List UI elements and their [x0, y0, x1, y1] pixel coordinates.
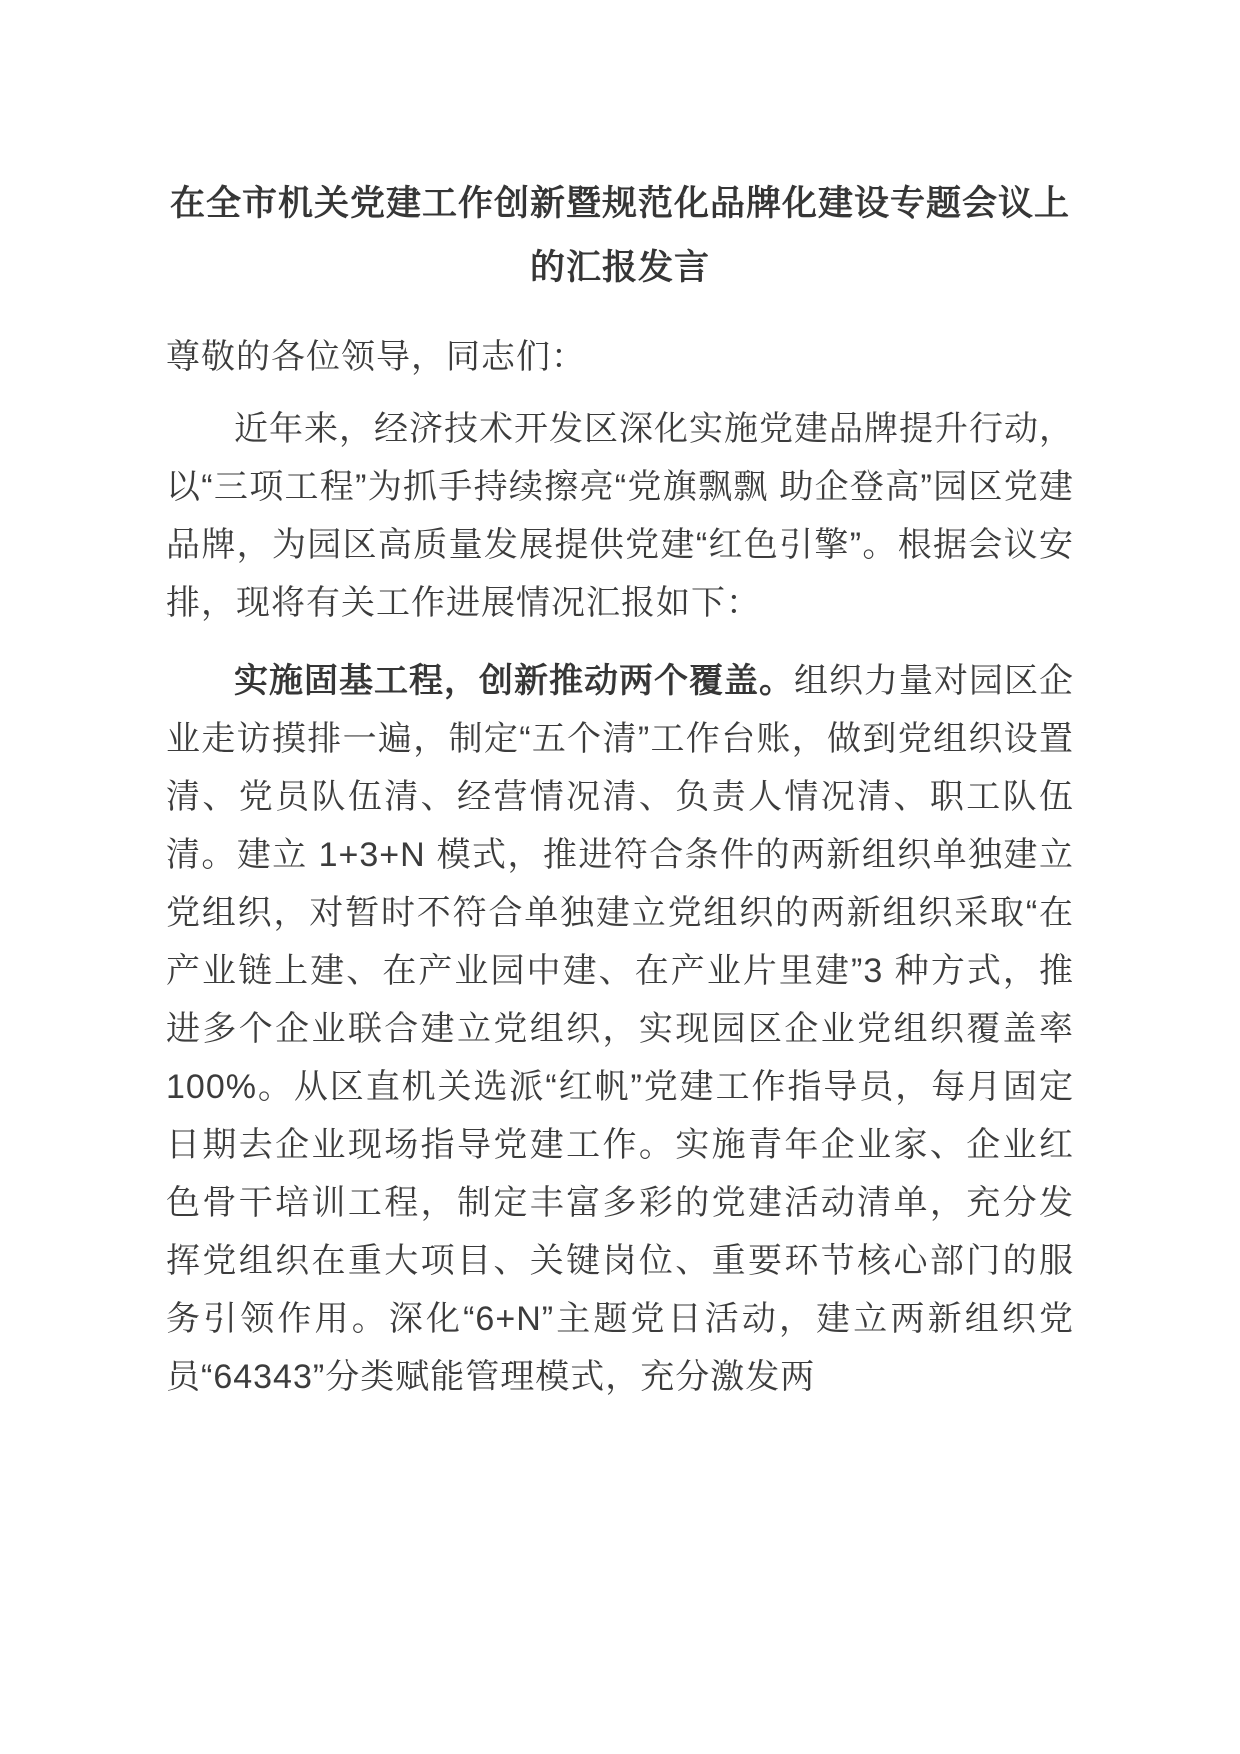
paragraph-gujigongcheng-lead: 实施固基工程，创新推动两个覆盖。	[234, 662, 794, 700]
salutation: 尊敬的各位领导，同志们：	[166, 338, 586, 376]
document-title-line-2: 的汇报发言	[529, 248, 710, 287]
paragraph-gujigongcheng-body: 组织力量对园区企业走访摸排一遍，制定“五个清”工作台账，做到党组织设置清、党员队伍清、经营情况清、负责人情况清、职工队伍清。建立 1+3+N 模式，推进符合条件的两新组织单独建立党组织，对暂时不符合单独建立党组织的两新组织采取“在产业链上建、在产业园中建、在产业片里建”3 种方式，推进多个企业联合建立党组织，实现园区企业党组织覆盖率 100%。从区直机关选派“红帆”党建工作指导员，每月固定日期去企业现场指导党建工作。实施青年企业家、企业红色骨干培训工程，制定丰富多彩的党建活动清单，充分发挥党组织在重大项目、关键岗位、重要环节核心部门的服务引领作用。深化“6+N”主题党日活动，建立两新组织党员“64343”分类赋能管理模式，充分激发两	[166, 662, 1074, 1396]
paragraph-gujigongcheng	[166, 652, 1074, 1406]
document-title-line-1: 在全市机关党建工作创新暨规范化品牌化建设专题会议上	[169, 184, 1070, 223]
document-title	[166, 172, 1074, 300]
paragraph-intro: 近年来，经济技术开发区深化实施党建品牌提升行动，以“三项工程”为抓手持续擦亮“党旗飘飘 助企登高”园区党建品牌，为园区高质量发展提供党建“红色引擎”。根据会议安排，现将有关工作进展情况汇报如下：	[166, 410, 1074, 622]
